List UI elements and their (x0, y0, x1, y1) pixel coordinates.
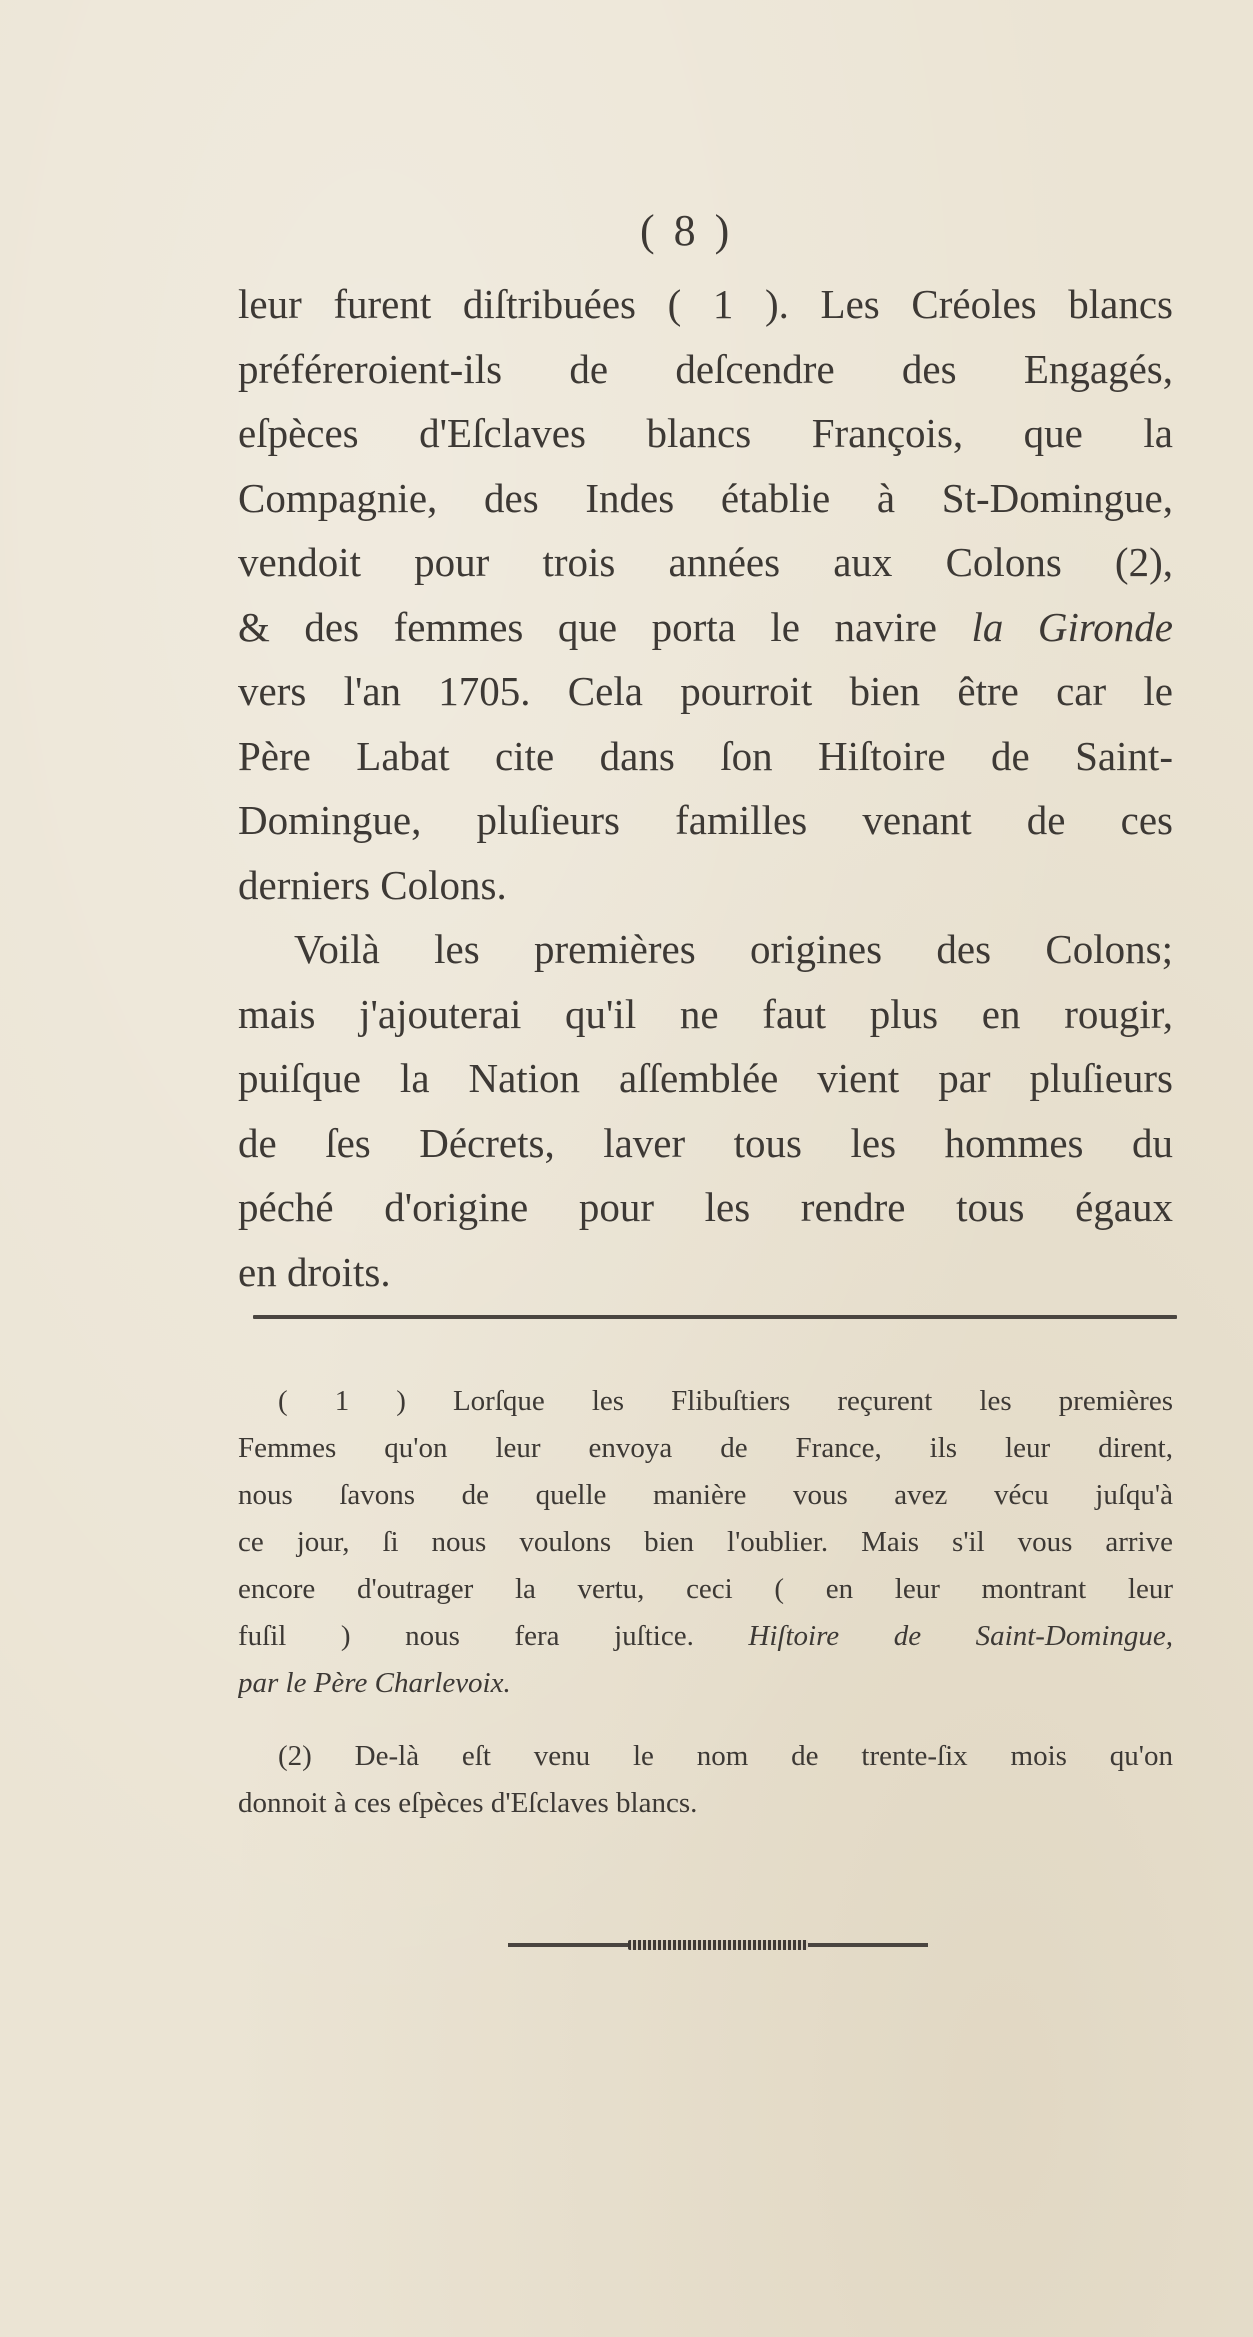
footnote-1-line: ce jour, ſi nous voulons bien l'oublier. Mais s'il vous arrive (238, 1526, 1173, 1558)
text-line: Compagnie, des Indes établie à St-Domingue, (238, 474, 1173, 521)
text-line: leur furent diſtribuées ( 1 ). Les Créoles blancs (238, 281, 1173, 327)
ship-name: la Gironde (971, 603, 1173, 650)
footnote-1-source-title: Hiſtoire de Saint-Domingue, (748, 1620, 1173, 1652)
text-line: mais j'ajouterai qu'il ne faut plus en rougir, (238, 990, 1173, 1037)
footnote-2-line: donnoit à ces eſpèces d'Eſclaves blancs. (238, 1787, 698, 1819)
footnote-1-line: encore d'outrager la vertu, ceci ( en leur montrant leur (238, 1573, 1173, 1605)
text-line-with-ship (238, 595, 1173, 660)
main-text (238, 272, 1173, 1304)
text-line: Père Labat cite dans ſon Hiſtoire de Saint- (238, 732, 1173, 779)
footnote-1-line: Femmes qu'on leur envoya de France, ils leur dirent, (238, 1432, 1173, 1464)
text-line: Domingue, pluſieurs familles venant de ces (238, 797, 1173, 843)
text-line: de ſes Décrets, laver tous les hommes du (238, 1119, 1173, 1166)
page-number: ( 8 ) (640, 206, 734, 255)
footnote-1-line: ( 1 ) Lorſque les Flibuſtiers reçurent les premières (278, 1385, 1173, 1417)
footnote-2-line: (2) De-là eſt venu le nom de trente-ſix mois qu'on (278, 1740, 1173, 1772)
text-line: en droits. (238, 1248, 391, 1295)
text-line: derniers Colons. (238, 861, 507, 908)
text-line: vendoit pour trois années aux Colons (2), (238, 539, 1173, 585)
text-line-start: & des femmes que porta le navire (238, 603, 937, 650)
footnote-1-line-with-source (238, 1613, 1173, 1660)
text-line: péché d'origine pour les rendre tous égaux (238, 1184, 1173, 1230)
text-line: puiſque la Nation aſſemblée vient par pluſieurs (238, 1055, 1173, 1101)
text-line: vers l'an 1705. Cela pourroit bien être car le (238, 668, 1173, 714)
footnotes (238, 1378, 1173, 1827)
tailpiece-ornament (508, 1940, 928, 1950)
ornament-center (628, 1940, 808, 1950)
text-line: préféreroient-ils de deſcendre des Engagés, (238, 345, 1173, 392)
text-line: Voilà les premières origines des Colons; (294, 926, 1173, 972)
text-line: eſpèces d'Eſclaves blancs François, que la (238, 410, 1173, 456)
footnote-1-source-author: par le Père Charlevoix. (238, 1667, 511, 1699)
footnote-divider (253, 1315, 1177, 1319)
footnote-1-line-start: fuſil ) nous fera juſtice. (238, 1620, 694, 1652)
footnote-gap (238, 1707, 1173, 1733)
footnote-1-line: nous ſavons de quelle manière vous avez vécu juſqu'à (238, 1479, 1173, 1511)
